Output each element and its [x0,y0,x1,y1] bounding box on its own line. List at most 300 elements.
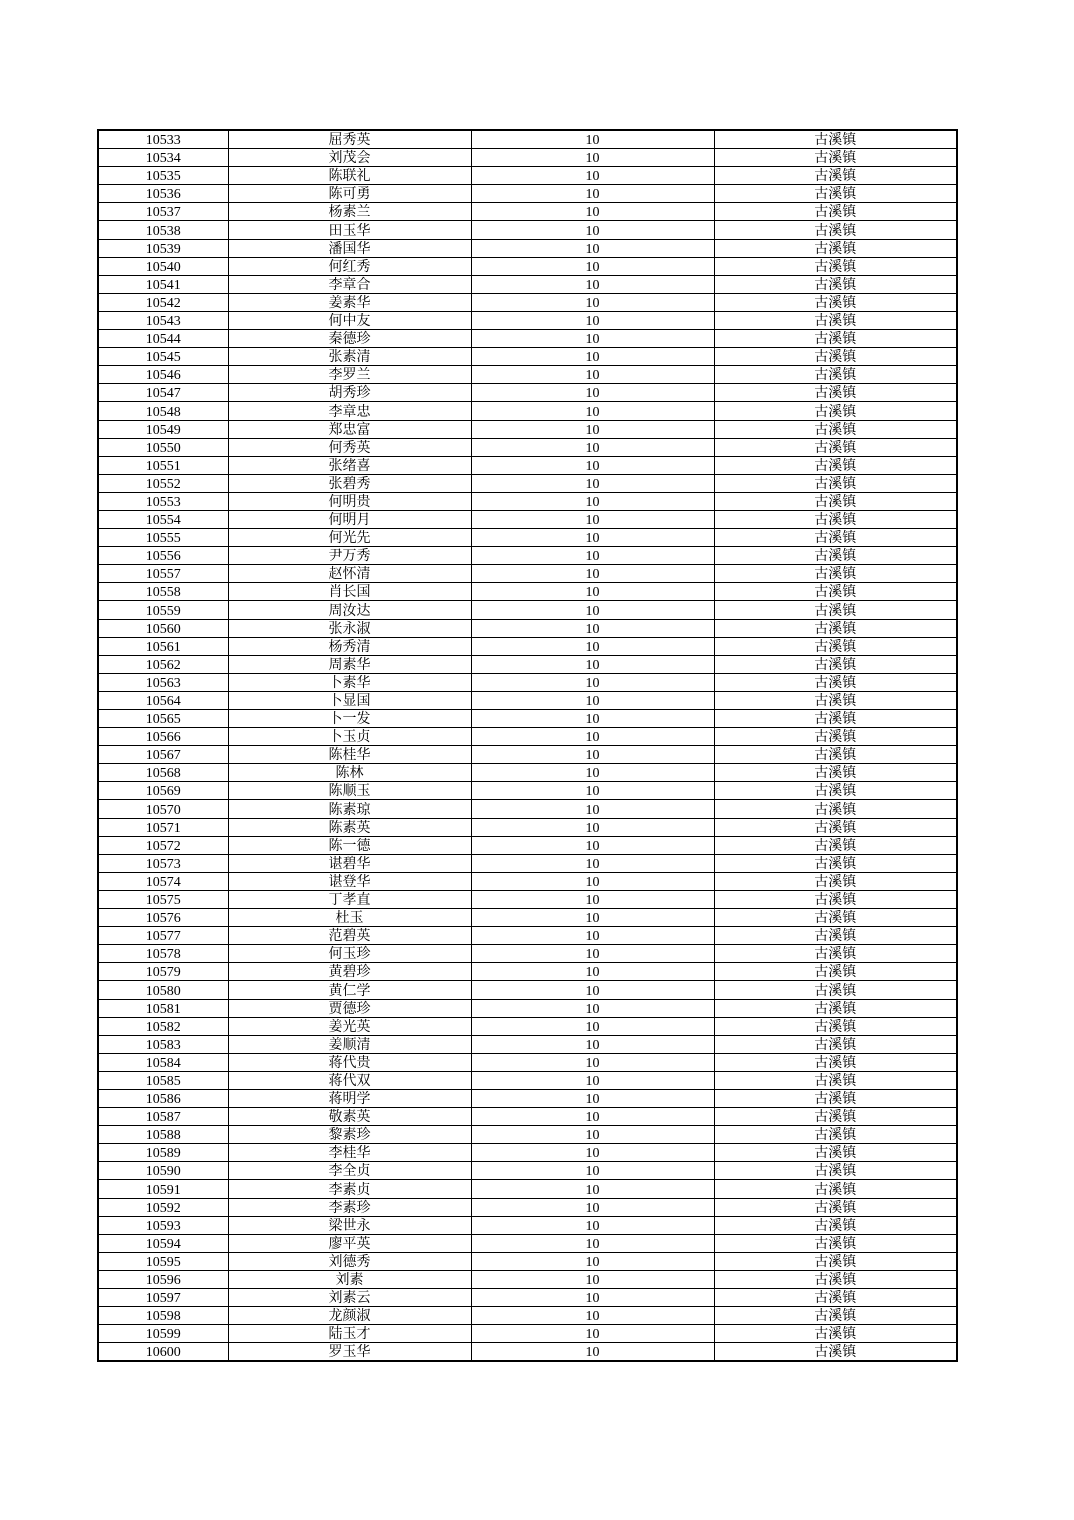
cell-name: 肖长国 [228,583,471,601]
cell-name: 潘国华 [228,239,471,257]
cell-town: 古溪镇 [714,1035,957,1053]
cell-id: 10567 [98,746,228,764]
cell-amount: 10 [471,583,714,601]
cell-id: 10584 [98,1053,228,1071]
cell-town: 古溪镇 [714,999,957,1017]
cell-amount: 10 [471,1017,714,1035]
cell-name: 贾德珍 [228,999,471,1017]
table-row [98,854,957,872]
cell-town: 古溪镇 [714,1307,957,1325]
cell-name: 何明贵 [228,492,471,510]
cell-name: 蒋明学 [228,1089,471,1107]
table-row [98,619,957,637]
table-row [98,673,957,691]
table-row [98,800,957,818]
table-row [98,746,957,764]
cell-id: 10543 [98,311,228,329]
cell-name: 李素贞 [228,1180,471,1198]
cell-town: 古溪镇 [714,890,957,908]
cell-amount: 10 [471,1325,714,1343]
table-row [98,764,957,782]
table-row [98,1325,957,1343]
cell-town: 古溪镇 [714,963,957,981]
cell-id: 10573 [98,854,228,872]
cell-amount: 10 [471,1053,714,1071]
cell-town: 古溪镇 [714,366,957,384]
table-row [98,1053,957,1071]
cell-name: 何明月 [228,510,471,528]
cell-id: 10541 [98,275,228,293]
table-row [98,583,957,601]
cell-amount: 10 [471,167,714,185]
table-row [98,818,957,836]
cell-town: 古溪镇 [714,420,957,438]
cell-id: 10546 [98,366,228,384]
table-row [98,1216,957,1234]
cell-name: 张素清 [228,348,471,366]
cell-name: 刘素云 [228,1289,471,1307]
table-row [98,275,957,293]
cell-id: 10595 [98,1252,228,1270]
cell-town: 古溪镇 [714,1289,957,1307]
cell-id: 10578 [98,945,228,963]
cell-amount: 10 [471,710,714,728]
cell-name: 陈联礼 [228,167,471,185]
cell-name: 卜一发 [228,710,471,728]
cell-id: 10534 [98,149,228,167]
cell-id: 10556 [98,547,228,565]
cell-id: 10536 [98,185,228,203]
cell-amount: 10 [471,764,714,782]
table-row [98,474,957,492]
cell-amount: 10 [471,836,714,854]
cell-name: 罗玉华 [228,1343,471,1362]
cell-id: 10575 [98,890,228,908]
table-row [98,366,957,384]
cell-name: 姜素华 [228,293,471,311]
cell-town: 古溪镇 [714,909,957,927]
table-row [98,438,957,456]
table-row [98,565,957,583]
cell-name: 黄碧珍 [228,963,471,981]
cell-id: 10592 [98,1198,228,1216]
cell-name: 周素华 [228,655,471,673]
cell-id: 10551 [98,456,228,474]
cell-amount: 10 [471,601,714,619]
cell-name: 陈桂华 [228,746,471,764]
cell-name: 李罗兰 [228,366,471,384]
table-row [98,909,957,927]
cell-amount: 10 [471,999,714,1017]
cell-amount: 10 [471,1343,714,1362]
cell-id: 10540 [98,257,228,275]
cell-id: 10600 [98,1343,228,1362]
cell-amount: 10 [471,1180,714,1198]
cell-town: 古溪镇 [714,1108,957,1126]
cell-town: 古溪镇 [714,1053,957,1071]
cell-id: 10564 [98,691,228,709]
cell-town: 古溪镇 [714,275,957,293]
cell-amount: 10 [471,185,714,203]
cell-name: 何红秀 [228,257,471,275]
cell-name: 李桂华 [228,1144,471,1162]
cell-name: 何中友 [228,311,471,329]
data-table [97,129,958,1362]
cell-id: 10565 [98,710,228,728]
cell-amount: 10 [471,311,714,329]
table-row [98,167,957,185]
cell-id: 10539 [98,239,228,257]
cell-town: 古溪镇 [714,474,957,492]
cell-name: 何玉珍 [228,945,471,963]
cell-amount: 10 [471,1071,714,1089]
cell-name: 张绪喜 [228,456,471,474]
cell-id: 10547 [98,384,228,402]
cell-amount: 10 [471,782,714,800]
cell-town: 古溪镇 [714,583,957,601]
table-row [98,1252,957,1270]
cell-town: 古溪镇 [714,1198,957,1216]
cell-amount: 10 [471,909,714,927]
cell-id: 10544 [98,330,228,348]
cell-amount: 10 [471,492,714,510]
cell-id: 10590 [98,1162,228,1180]
cell-town: 古溪镇 [714,492,957,510]
cell-name: 何光先 [228,529,471,547]
table-row [98,945,957,963]
cell-amount: 10 [471,963,714,981]
cell-name: 张永淑 [228,619,471,637]
cell-amount: 10 [471,945,714,963]
table-row [98,1017,957,1035]
cell-town: 古溪镇 [714,927,957,945]
cell-name: 陈可勇 [228,185,471,203]
cell-town: 古溪镇 [714,402,957,420]
cell-town: 古溪镇 [714,1343,957,1362]
cell-town: 古溪镇 [714,1126,957,1144]
cell-name: 刘茂会 [228,149,471,167]
cell-id: 10581 [98,999,228,1017]
cell-town: 古溪镇 [714,149,957,167]
cell-amount: 10 [471,474,714,492]
table-row [98,1035,957,1053]
table-row [98,221,957,239]
cell-name: 杨秀清 [228,637,471,655]
cell-id: 10572 [98,836,228,854]
table-row [98,1180,957,1198]
table-row [98,710,957,728]
cell-name: 周汝达 [228,601,471,619]
cell-town: 古溪镇 [714,130,957,149]
cell-amount: 10 [471,330,714,348]
cell-amount: 10 [471,293,714,311]
table-row [98,1198,957,1216]
cell-town: 古溪镇 [714,710,957,728]
cell-amount: 10 [471,1126,714,1144]
cell-amount: 10 [471,420,714,438]
cell-town: 古溪镇 [714,655,957,673]
cell-amount: 10 [471,890,714,908]
cell-amount: 10 [471,547,714,565]
cell-id: 10586 [98,1089,228,1107]
cell-name: 李素珍 [228,1198,471,1216]
table-row [98,420,957,438]
cell-amount: 10 [471,619,714,637]
cell-amount: 10 [471,275,714,293]
table-body [98,130,957,1361]
cell-amount: 10 [471,1270,714,1288]
cell-id: 10570 [98,800,228,818]
cell-town: 古溪镇 [714,438,957,456]
cell-town: 古溪镇 [714,1325,957,1343]
table-row [98,1162,957,1180]
cell-town: 古溪镇 [714,1017,957,1035]
cell-amount: 10 [471,565,714,583]
cell-amount: 10 [471,1035,714,1053]
cell-id: 10582 [98,1017,228,1035]
cell-name: 郑忠富 [228,420,471,438]
table-row [98,1089,957,1107]
cell-amount: 10 [471,438,714,456]
cell-amount: 10 [471,818,714,836]
cell-amount: 10 [471,800,714,818]
cell-name: 屈秀英 [228,130,471,149]
table-row [98,492,957,510]
table-row [98,601,957,619]
table-row [98,239,957,257]
cell-name: 秦德珍 [228,330,471,348]
cell-id: 10537 [98,203,228,221]
cell-town: 古溪镇 [714,800,957,818]
cell-amount: 10 [471,221,714,239]
cell-name: 蒋代贵 [228,1053,471,1071]
cell-amount: 10 [471,402,714,420]
table-row [98,1270,957,1288]
table-row [98,348,957,366]
cell-town: 古溪镇 [714,782,957,800]
table-row [98,149,957,167]
cell-id: 10577 [98,927,228,945]
cell-id: 10550 [98,438,228,456]
cell-amount: 10 [471,981,714,999]
cell-name: 杜玉 [228,909,471,927]
cell-id: 10587 [98,1108,228,1126]
cell-name: 姜光英 [228,1017,471,1035]
cell-amount: 10 [471,728,714,746]
cell-name: 范碧英 [228,927,471,945]
cell-amount: 10 [471,366,714,384]
cell-town: 古溪镇 [714,510,957,528]
cell-id: 10574 [98,872,228,890]
cell-town: 古溪镇 [714,257,957,275]
cell-name: 陈一德 [228,836,471,854]
cell-town: 古溪镇 [714,1180,957,1198]
table-row [98,529,957,547]
cell-amount: 10 [471,1144,714,1162]
cell-id: 10594 [98,1234,228,1252]
cell-town: 古溪镇 [714,1252,957,1270]
cell-id: 10545 [98,348,228,366]
cell-town: 古溪镇 [714,764,957,782]
cell-id: 10561 [98,637,228,655]
table-row [98,963,957,981]
cell-town: 古溪镇 [714,836,957,854]
table-row [98,782,957,800]
cell-town: 古溪镇 [714,167,957,185]
cell-town: 古溪镇 [714,728,957,746]
cell-id: 10591 [98,1180,228,1198]
cell-name: 敬素英 [228,1108,471,1126]
cell-amount: 10 [471,746,714,764]
cell-town: 古溪镇 [714,1270,957,1288]
table-row [98,890,957,908]
table-row [98,384,957,402]
cell-amount: 10 [471,1162,714,1180]
cell-town: 古溪镇 [714,1144,957,1162]
cell-name: 李全贞 [228,1162,471,1180]
cell-town: 古溪镇 [714,1234,957,1252]
cell-id: 10560 [98,619,228,637]
table-row [98,130,957,149]
cell-amount: 10 [471,1289,714,1307]
cell-name: 陈顺玉 [228,782,471,800]
cell-name: 李章忠 [228,402,471,420]
cell-name: 谌登华 [228,872,471,890]
cell-town: 古溪镇 [714,1071,957,1089]
cell-id: 10558 [98,583,228,601]
cell-town: 古溪镇 [714,1216,957,1234]
table-row [98,456,957,474]
cell-name: 龙颜淑 [228,1307,471,1325]
cell-id: 10571 [98,818,228,836]
cell-amount: 10 [471,927,714,945]
table-row [98,999,957,1017]
cell-amount: 10 [471,384,714,402]
table-row [98,836,957,854]
cell-amount: 10 [471,130,714,149]
cell-id: 10599 [98,1325,228,1343]
table-row [98,728,957,746]
cell-amount: 10 [471,1252,714,1270]
cell-id: 10553 [98,492,228,510]
cell-name: 何秀英 [228,438,471,456]
table-row [98,1108,957,1126]
table-row [98,1289,957,1307]
cell-id: 10579 [98,963,228,981]
cell-amount: 10 [471,1307,714,1325]
table-row [98,547,957,565]
cell-id: 10548 [98,402,228,420]
cell-amount: 10 [471,257,714,275]
table-row [98,1343,957,1362]
cell-name: 黄仁学 [228,981,471,999]
cell-amount: 10 [471,149,714,167]
cell-id: 10588 [98,1126,228,1144]
cell-name: 卜显国 [228,691,471,709]
cell-id: 10549 [98,420,228,438]
cell-id: 10538 [98,221,228,239]
cell-amount: 10 [471,673,714,691]
table-row [98,510,957,528]
cell-id: 10596 [98,1270,228,1288]
cell-amount: 10 [471,655,714,673]
cell-amount: 10 [471,691,714,709]
cell-amount: 10 [471,239,714,257]
cell-id: 10535 [98,167,228,185]
cell-name: 刘德秀 [228,1252,471,1270]
table-row [98,1234,957,1252]
cell-amount: 10 [471,203,714,221]
cell-town: 古溪镇 [714,348,957,366]
cell-amount: 10 [471,510,714,528]
cell-name: 卜玉贞 [228,728,471,746]
cell-town: 古溪镇 [714,529,957,547]
cell-town: 古溪镇 [714,619,957,637]
cell-town: 古溪镇 [714,185,957,203]
cell-id: 10552 [98,474,228,492]
cell-town: 古溪镇 [714,981,957,999]
table-row [98,872,957,890]
cell-name: 卜素华 [228,673,471,691]
cell-town: 古溪镇 [714,945,957,963]
cell-id: 10580 [98,981,228,999]
table-row [98,691,957,709]
table-row [98,1071,957,1089]
cell-id: 10563 [98,673,228,691]
cell-id: 10569 [98,782,228,800]
cell-town: 古溪镇 [714,330,957,348]
cell-amount: 10 [471,529,714,547]
cell-name: 姜顺清 [228,1035,471,1053]
cell-id: 10598 [98,1307,228,1325]
cell-name: 丁孝直 [228,890,471,908]
cell-town: 古溪镇 [714,203,957,221]
cell-name: 陈素琼 [228,800,471,818]
cell-id: 10566 [98,728,228,746]
cell-name: 廖平英 [228,1234,471,1252]
cell-name: 陆玉才 [228,1325,471,1343]
cell-name: 黎素珍 [228,1126,471,1144]
cell-town: 古溪镇 [714,1162,957,1180]
cell-town: 古溪镇 [714,854,957,872]
cell-name: 陈林 [228,764,471,782]
cell-name: 刘素 [228,1270,471,1288]
cell-town: 古溪镇 [714,384,957,402]
cell-town: 古溪镇 [714,547,957,565]
table-row [98,927,957,945]
cell-amount: 10 [471,854,714,872]
cell-id: 10589 [98,1144,228,1162]
cell-amount: 10 [471,1216,714,1234]
cell-id: 10554 [98,510,228,528]
table-row [98,203,957,221]
table-row [98,637,957,655]
cell-name: 梁世永 [228,1216,471,1234]
cell-id: 10533 [98,130,228,149]
cell-town: 古溪镇 [714,456,957,474]
table-row [98,330,957,348]
cell-town: 古溪镇 [714,601,957,619]
cell-name: 杨素兰 [228,203,471,221]
cell-name: 张碧秀 [228,474,471,492]
cell-town: 古溪镇 [714,637,957,655]
cell-town: 古溪镇 [714,1089,957,1107]
cell-name: 陈素英 [228,818,471,836]
cell-town: 古溪镇 [714,872,957,890]
cell-amount: 10 [471,1234,714,1252]
cell-name: 胡秀珍 [228,384,471,402]
table-row [98,1307,957,1325]
